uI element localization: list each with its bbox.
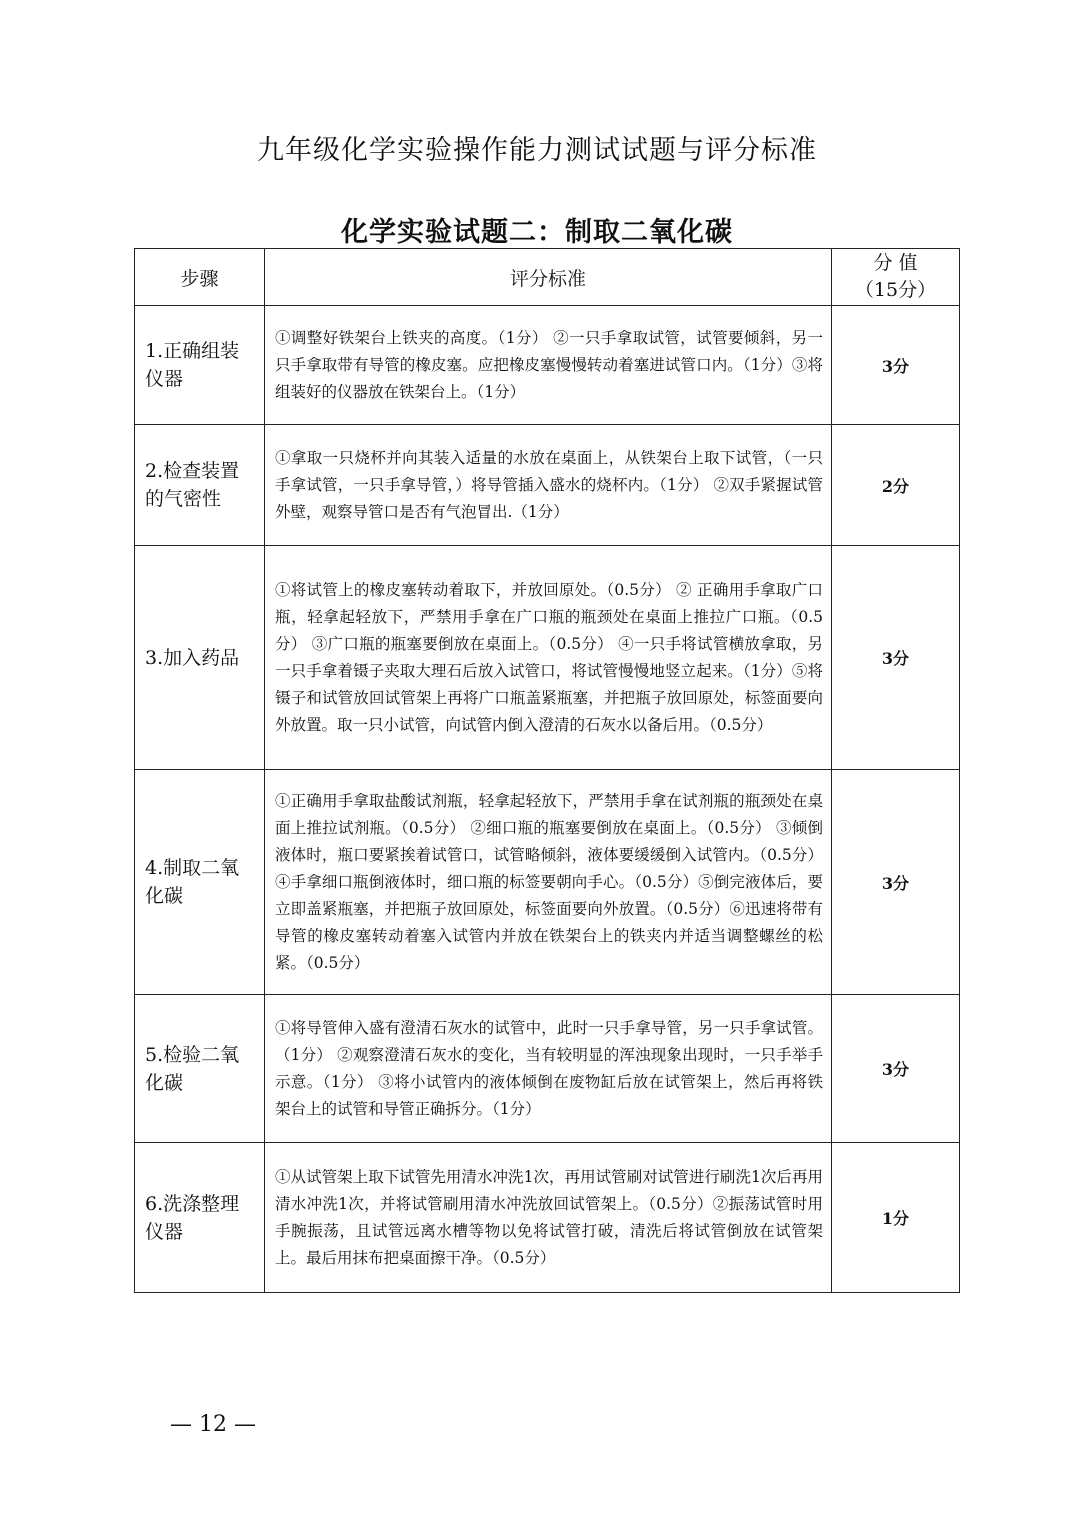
score-cell: 3分 (832, 306, 960, 425)
step-cell: 6.洗涤整理仪器 (135, 1143, 265, 1293)
step-cell: 2.检查装置的气密性 (135, 425, 265, 546)
page-number: — 12 — (170, 1412, 256, 1437)
table-row (135, 546, 960, 770)
table-row (135, 306, 960, 425)
criteria-cell: ①拿取一只烧杯并向其装入适量的水放在桌面上，从铁架台上取下试管，（一只手拿试管，一只手拿导管，）将导管插入盛水的烧杯内。（1分） ②双手紧握试管外壁，观察导管口是否有气泡冒出.（1分） (265, 425, 832, 546)
step-cell: 1.正确组装仪器 (135, 306, 265, 425)
score-cell: 2分 (832, 425, 960, 546)
score-cell: 1分 (832, 1143, 960, 1293)
table-row (135, 425, 960, 546)
step-cell: 4.制取二氧化碳 (135, 770, 265, 995)
criteria-cell: ①将试管上的橡皮塞转动着取下，并放回原处。（0.5分） ② 正确用手拿取广口瓶，轻拿起轻放下，严禁用手拿在广口瓶的瓶颈处在桌面上推拉广口瓶。（0.5分） ③广口瓶的瓶塞要倒放在桌面上。（0.5分） ④一只手将试管横放拿取，另一只手拿着镊子夹取大理石后放入试管口，将试管慢慢地竖立起来。（1分）⑤将镊子和试管放回试管架上再将广口瓶盖紧瓶塞，并把瓶子放回原处，标签面要向外放置。取一只小试管，向试管内倒入澄清的石灰水以备后用。（0.5分） (265, 546, 832, 770)
header-criteria: 评分标准 (265, 249, 832, 306)
header-score-label: 分 值 (873, 252, 918, 274)
score-cell: 3分 (832, 770, 960, 995)
header-score (832, 249, 960, 306)
criteria-cell: ①调整好铁架台上铁夹的高度。（1分） ②一只手拿取试管，试管要倾斜，另一只手拿取带有导管的橡皮塞。应把橡皮塞慢慢转动着塞进试管口内。（1分）③将组装好的仪器放在铁架台上。（1分） (265, 306, 832, 425)
table-row (135, 995, 960, 1143)
scoring-table (134, 248, 960, 1293)
score-cell: 3分 (832, 995, 960, 1143)
score-cell: 3分 (832, 546, 960, 770)
criteria-cell: ①将导管伸入盛有澄清石灰水的试管中，此时一只手拿导管，另一只手拿试管。（1分） ②观察澄清石灰水的变化，当有较明显的浑浊现象出现时，一只手举手示意。（1分） ③将小试管内的液体倾倒在废物缸后放在试管架上，然后再将铁架台上的试管和导管正确拆分。（1分） (265, 995, 832, 1143)
page-title: 九年级化学实验操作能力测试试题与评分标准 (257, 135, 817, 166)
table-header-row (135, 249, 960, 306)
criteria-cell: ①正确用手拿取盐酸试剂瓶，轻拿起轻放下，严禁用手拿在试剂瓶的瓶颈处在桌面上推拉试剂瓶。（0.5分） ②细口瓶的瓶塞要倒放在桌面上。（0.5分） ③倾倒液体时，瓶口要紧挨着试管口，试管略倾斜，液体要缓缓倒入试管内。（0.5分）④手拿细口瓶倒液体时，细口瓶的标签要朝向手心。（0.5分）⑤倒完液体后，要立即盖紧瓶塞，并把瓶子放回原处，标签面要向外放置。（0.5分）⑥迅速将带有导管的橡皮塞转动着塞入试管内并放在铁架台上的铁夹内并适当调整螺丝的松紧。（0.5分） (265, 770, 832, 995)
criteria-cell: ①从试管架上取下试管先用清水冲洗1次，再用试管刷对试管进行刷洗1次后再用清水冲洗1次，并将试管刷用清水冲洗放回试管架上。（0.5分）②振荡试管时用手腕振荡，且试管远离水槽等物以免将试管打破，清洗后将试管倒放在试管架上。最后用抹布把桌面擦干净。（0.5分） (265, 1143, 832, 1293)
experiment-title: 化学实验试题二：制取二氧化碳 (341, 217, 733, 248)
header-step: 步骤 (135, 249, 265, 306)
step-cell: 3.加入药品 (135, 546, 265, 770)
table-row (135, 770, 960, 995)
step-cell: 5.检验二氧化碳 (135, 995, 265, 1143)
header-score-total: （15分） (854, 279, 937, 301)
table-row (135, 1143, 960, 1293)
